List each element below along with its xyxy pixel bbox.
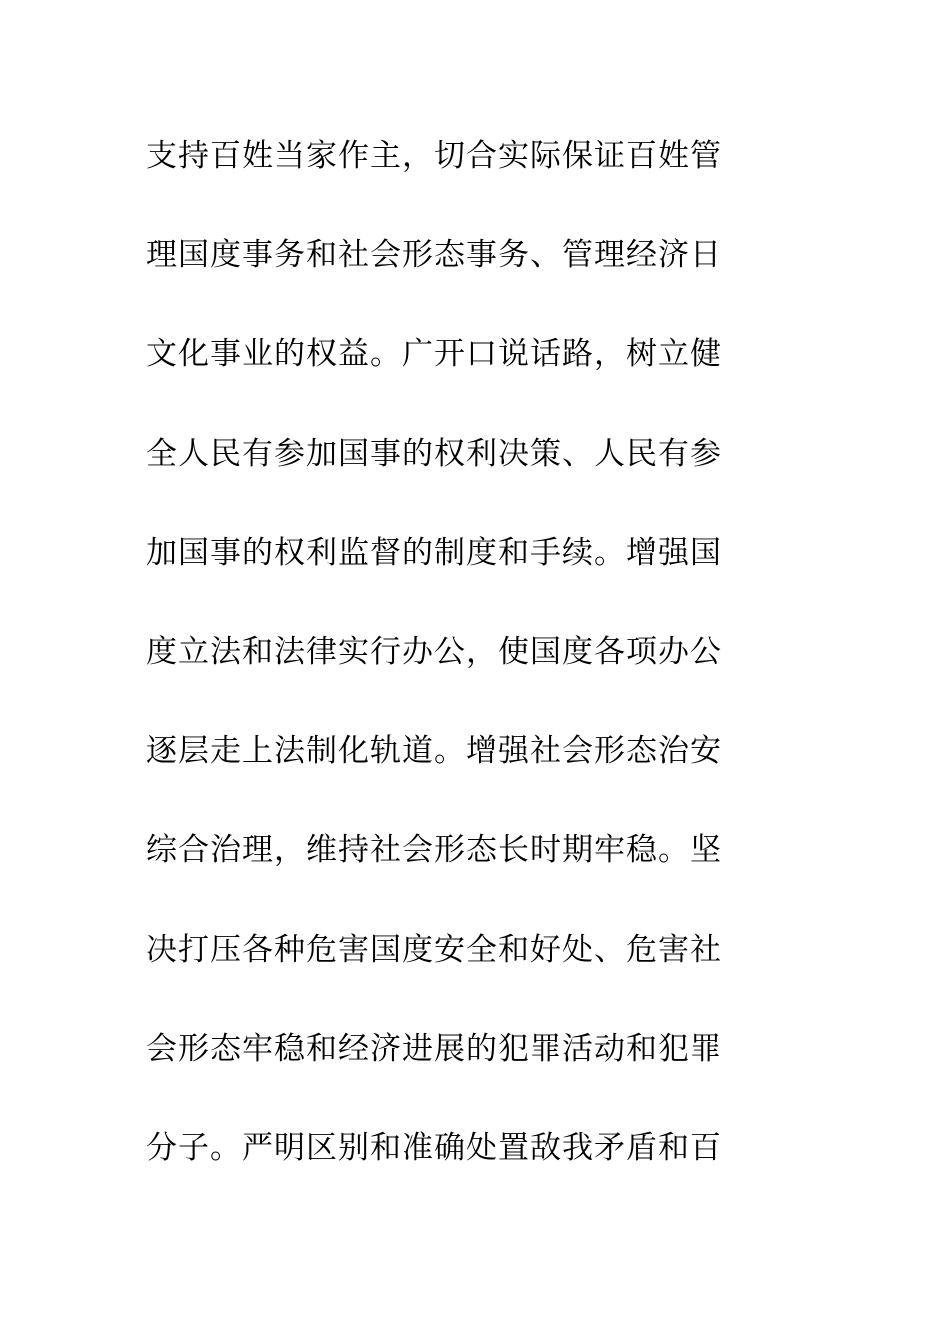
body-text bbox=[146, 126, 786, 1217]
text-line: 分子。严明区别和准确处置敌我矛盾和百 bbox=[146, 1129, 722, 1166]
text-line: 文化事业的权益。广开口说话路，树立健 bbox=[146, 336, 722, 373]
text-line: 支持百姓当家作主，切合实际保证百姓管 bbox=[146, 138, 722, 174]
text-line: 决打压各种危害国度安全和好处、危害社 bbox=[146, 931, 722, 968]
text-line: 全人民有参加国事的权利决策、人民有参 bbox=[146, 435, 722, 472]
text-line: 度立法和法律实行办公，使国度各项办公 bbox=[146, 633, 722, 670]
text-line: 综合治理，维持社会形态长时期牢稳。坚 bbox=[146, 832, 722, 869]
text-line: 逐层走上法制化轨道。增强社会形态治安 bbox=[146, 733, 722, 770]
text-line: 会形态牢稳和经济进展的犯罪活动和犯罪 bbox=[146, 1030, 722, 1067]
text-line: 理国度事务和社会形态事务、管理经济日 bbox=[146, 237, 722, 274]
text-line: 加国事的权利监督的制度和手续。增强国 bbox=[146, 534, 722, 571]
